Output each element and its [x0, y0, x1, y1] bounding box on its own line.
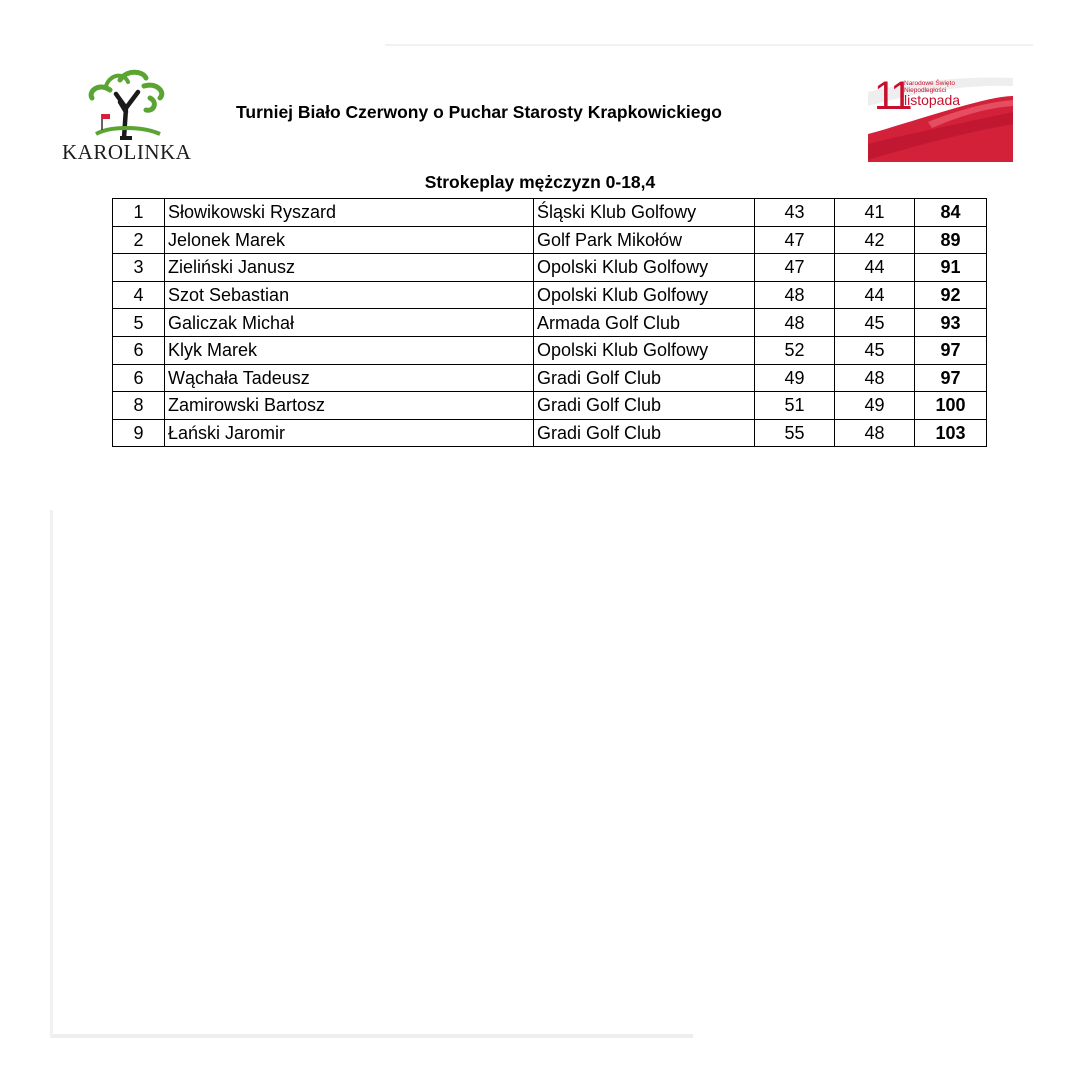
round1-score-cell: 47: [755, 254, 835, 282]
club-cell: Opolski Klub Golfowy: [534, 336, 755, 364]
player-name-cell: Łański Jaromir: [165, 419, 534, 447]
place-cell: 9: [113, 419, 165, 447]
place-cell: 6: [113, 336, 165, 364]
badge-line1: Narodowe Święto: [904, 80, 955, 87]
results-table-body: [113, 199, 987, 447]
round1-score-cell: 48: [755, 281, 835, 309]
total-score-cell: 89: [915, 226, 987, 254]
total-score-cell: 92: [915, 281, 987, 309]
round2-score-cell: 48: [835, 364, 915, 392]
logo-text: KAROLINKA: [62, 140, 192, 164]
karolinka-logo: [60, 68, 196, 168]
round1-score-cell: 55: [755, 419, 835, 447]
total-score-cell: 100: [915, 392, 987, 420]
results-table: [112, 198, 987, 447]
round2-score-cell: 48: [835, 419, 915, 447]
club-cell: Śląski Klub Golfowy: [534, 199, 755, 227]
round2-score-cell: 49: [835, 392, 915, 420]
club-cell: Gradi Golf Club: [534, 419, 755, 447]
scan-edge-frame: [50, 510, 693, 1038]
round2-score-cell: 44: [835, 254, 915, 282]
player-name-cell: Zieliński Janusz: [165, 254, 534, 282]
club-cell: Opolski Klub Golfowy: [534, 254, 755, 282]
player-name-cell: Galiczak Michał: [165, 309, 534, 337]
table-row: [113, 254, 987, 282]
round1-score-cell: 52: [755, 336, 835, 364]
total-score-cell: 93: [915, 309, 987, 337]
place-cell: 5: [113, 309, 165, 337]
player-name-cell: Jelonek Marek: [165, 226, 534, 254]
place-cell: 4: [113, 281, 165, 309]
table-row: [113, 364, 987, 392]
place-cell: 3: [113, 254, 165, 282]
table-row: [113, 419, 987, 447]
table-row: [113, 226, 987, 254]
round2-score-cell: 42: [835, 226, 915, 254]
club-cell: Opolski Klub Golfowy: [534, 281, 755, 309]
table-row: [113, 392, 987, 420]
round2-score-cell: 45: [835, 309, 915, 337]
table-row: [113, 309, 987, 337]
table-row: [113, 336, 987, 364]
club-cell: Gradi Golf Club: [534, 364, 755, 392]
scan-edge-top: [385, 44, 1033, 46]
round2-score-cell: 41: [835, 199, 915, 227]
table-row: [113, 281, 987, 309]
total-score-cell: 103: [915, 419, 987, 447]
player-name-cell: Szot Sebastian: [165, 281, 534, 309]
section-title: Strokeplay mężczyzn 0-18,4: [424, 172, 656, 192]
badge-line2: Niepodległości: [904, 87, 947, 94]
player-name-cell: Wąchała Tadeusz: [165, 364, 534, 392]
document-title: Turniej Biało Czerwony o Puchar Starosty Krapkowickiego: [236, 102, 722, 122]
tree-icon: [80, 68, 172, 140]
total-score-cell: 91: [915, 254, 987, 282]
club-cell: Golf Park Mikołów: [534, 226, 755, 254]
round1-score-cell: 51: [755, 392, 835, 420]
player-name-cell: Zamirowski Bartosz: [165, 392, 534, 420]
total-score-cell: 97: [915, 364, 987, 392]
total-score-cell: 97: [915, 336, 987, 364]
round1-score-cell: 43: [755, 199, 835, 227]
place-cell: 1: [113, 199, 165, 227]
independence-day-badge: [868, 72, 1013, 162]
round2-score-cell: 44: [835, 281, 915, 309]
club-cell: Gradi Golf Club: [534, 392, 755, 420]
club-cell: Armada Golf Club: [534, 309, 755, 337]
total-score-cell: 84: [915, 199, 987, 227]
badge-line3: listopada: [904, 92, 961, 108]
round2-score-cell: 45: [835, 336, 915, 364]
place-cell: 8: [113, 392, 165, 420]
round1-score-cell: 48: [755, 309, 835, 337]
round1-score-cell: 49: [755, 364, 835, 392]
player-name-cell: Klyk Marek: [165, 336, 534, 364]
player-name-cell: Słowikowski Ryszard: [165, 199, 534, 227]
place-cell: 2: [113, 226, 165, 254]
table-row: [113, 199, 987, 227]
badge-number: 11: [874, 74, 910, 118]
place-cell: 6: [113, 364, 165, 392]
round1-score-cell: 47: [755, 226, 835, 254]
